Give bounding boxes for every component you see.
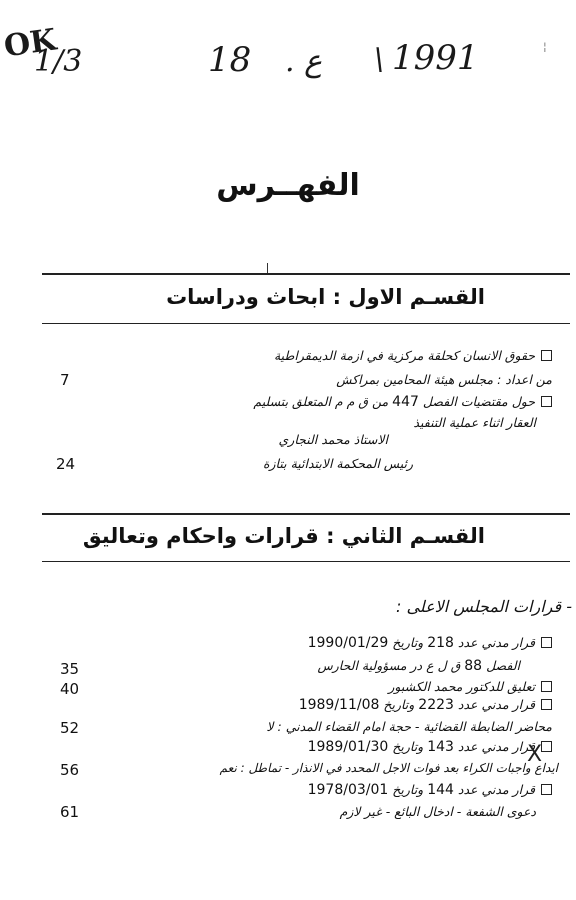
toc-line: قرار مدني عدد 218 وتاريخ 1990/01/29 [308,635,552,651]
toc-line: حقوق الانسان كحلقة مركزية في ازمة الديمقراطية [274,348,552,363]
checkbox-icon [541,699,552,710]
page-number: 61 [60,803,80,821]
handwritten-year: 1991 [392,38,479,78]
page-number: 7 [60,371,70,389]
toc-line: رئيس المحكمة الابتدائية بتازة [262,456,413,471]
toc-line: ايداع واجبات الكراء بعد فوات الاجل المحدد في الانذار - تماطل : نعم [219,761,558,775]
section2-top-rule [42,513,570,515]
handwritten-day: 18 [208,40,252,80]
page-number: 35 [60,660,80,678]
checkbox-icon [541,637,552,648]
subsection-heading: - قرارات المجلس الاعلى : [395,597,572,616]
checkbox-icon [541,784,552,795]
page-number: 40 [60,680,80,698]
handwritten-ok: OK [1,22,59,65]
rule-tick [267,263,268,273]
section1-bottom-rule [42,323,570,324]
toc-line: حول مقتضيات الفصل 447 من ق م م المتعلق بتسليم [253,394,552,410]
toc-line: قرار مدني عدد 144 وتاريخ 1978/03/01 [308,782,552,798]
section2-heading: القسـم الثاني : قرارات واحكام وتعاليق [82,524,485,548]
handwritten-month: . ع [285,44,322,79]
section1-heading: القسـم الاول : ابحاث ودراسات [166,285,485,309]
toc-line: الاستاذ محمد النجاري [278,432,388,447]
checkbox-icon [541,350,552,361]
toc-line: العقار اثناء عملية التنفيذ [413,415,536,430]
page-title: الفهــرس [216,168,360,203]
toc-line: تعليق للدكتور محمد الكشبور [388,679,552,694]
toc-line: دعوى الشفعة - ادخال البائع - غير لازم [339,804,536,819]
page-number: 56 [60,761,80,779]
toc-line: من اعداد : مجلس هيئة المحامين بمراكش [336,372,552,387]
section2-bottom-rule [42,561,570,562]
checkbox-icon [541,396,552,407]
checkbox-icon [541,741,552,752]
page-number: 52 [60,719,80,737]
toc-line: محاضر الضابطة القضائية - حجة امام القضاء المدني : لا [266,719,552,734]
handwritten-fraction: 1/3 [34,44,83,79]
page-number: 24 [56,455,76,473]
margin-mark-icon: ¦ [543,40,547,53]
handwritten-year-separator: \ [374,42,385,77]
toc-line: قرار مدني عدد 143 وتاريخ 1989/01/30 [308,739,552,755]
toc-line: قرار مدني عدد 2223 وتاريخ 1989/11/08 [299,697,552,713]
handwritten-cross-icon: X [527,742,543,767]
toc-line: الفصل 88 ق ل ع در مسؤولية الحارس [317,658,520,674]
section1-top-rule [42,273,570,275]
checkbox-icon [541,681,552,692]
